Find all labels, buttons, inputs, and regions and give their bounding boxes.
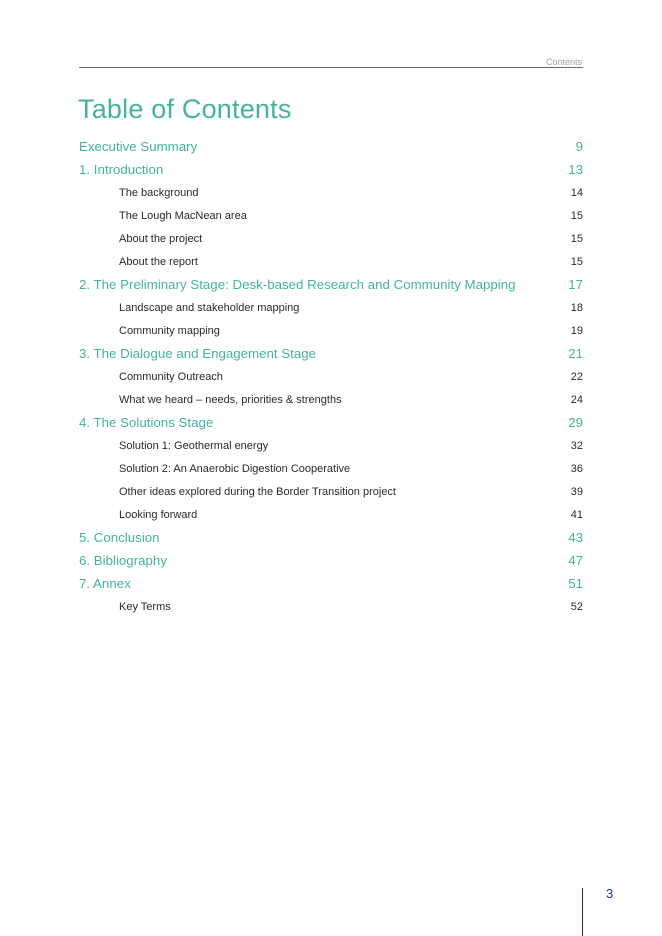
toc-entry-label: About the project [119,232,203,245]
toc-section-entry[interactable] [79,572,583,595]
page-title: Table of Contents [78,94,292,124]
toc-entry-label: 2. The Preliminary Stage: Desk-based Research and Community Mapping [79,277,516,292]
toc-entry-label: What we heard – needs, priorities & strengths [119,393,342,406]
toc-entry-label: The background [119,186,199,199]
toc-entry-label: Solution 1: Geothermal energy [119,439,269,452]
toc-section-entry[interactable] [79,411,583,434]
toc-entry-label: About the report [119,255,198,268]
toc-subsection-entry[interactable] [79,227,583,250]
toc-entry-page: 47 [568,553,583,568]
toc-subsection-entry[interactable] [79,181,583,204]
toc-entry-page: 15 [570,255,583,268]
toc-entry-label: 3. The Dialogue and Engagement Stage [79,346,317,361]
toc-entry-label: 7. Annex [79,576,131,591]
toc-entry-page: 32 [570,439,583,452]
footer-divider [582,888,583,936]
running-header-label: Contents [545,57,582,67]
toc-entry-page: 39 [570,485,583,498]
toc-section-entry[interactable] [79,342,583,365]
toc-subsection-entry[interactable] [79,434,583,457]
toc-entry-label: 1. Introduction [79,162,164,177]
toc-entry-page: 13 [568,162,583,177]
toc-entry-page: 41 [570,508,583,521]
toc-entry-page: 15 [570,232,583,245]
header-divider [79,67,583,68]
toc-entry-page: 14 [570,186,583,199]
toc-subsection-entry[interactable] [79,457,583,480]
toc-entry-page: 52 [570,600,583,613]
toc-entry-label: The Lough MacNean area [119,209,247,222]
toc-entry-label: Solution 2: An Anaerobic Digestion Cooperative [119,462,351,475]
toc-subsection-entry[interactable] [79,250,583,273]
toc-entry-page: 29 [568,415,583,430]
toc-entry-label: Looking forward [119,508,198,521]
toc-entry-label: Landscape and stakeholder mapping [119,301,300,314]
page-number: 3 [606,886,614,901]
toc-section-entry[interactable] [79,135,583,158]
toc-subsection-entry[interactable] [79,365,583,388]
toc-entry-page: 43 [568,530,583,545]
toc-section-entry[interactable] [79,273,583,296]
toc-entry-label: Other ideas explored during the Border Transition project [119,485,396,498]
toc-entry-page: 24 [570,393,583,406]
toc-entry-page: 19 [570,324,583,337]
toc-section-entry[interactable] [79,526,583,549]
toc-subsection-entry[interactable] [79,595,583,618]
toc-entry-label: 6. Bibliography [79,553,167,568]
toc-subsection-entry[interactable] [79,296,583,319]
toc-entry-page: 17 [568,277,583,292]
toc-entry-page: 22 [570,370,583,383]
toc-entry-label: Key Terms [119,600,171,613]
toc-entry-label: 5. Conclusion [79,530,160,545]
toc-entry-label: Community Outreach [119,370,223,383]
toc-subsection-entry[interactable] [79,204,583,227]
toc-section-entry[interactable] [79,549,583,572]
table-of-contents [79,135,583,618]
toc-entry-page: 51 [568,576,583,591]
toc-subsection-entry[interactable] [79,388,583,411]
toc-entry-page: 36 [570,462,583,475]
toc-subsection-entry[interactable] [79,503,583,526]
toc-section-entry[interactable] [79,158,583,181]
toc-entry-page: 18 [570,301,583,314]
toc-entry-label: Executive Summary [79,139,198,154]
toc-subsection-entry[interactable] [79,480,583,503]
toc-entry-page: 9 [575,139,583,154]
toc-subsection-entry[interactable] [79,319,583,342]
toc-entry-page: 15 [570,209,583,222]
toc-entry-label: Community mapping [119,324,220,337]
toc-entry-page: 21 [568,346,583,361]
toc-entry-label: 4. The Solutions Stage [79,415,214,430]
